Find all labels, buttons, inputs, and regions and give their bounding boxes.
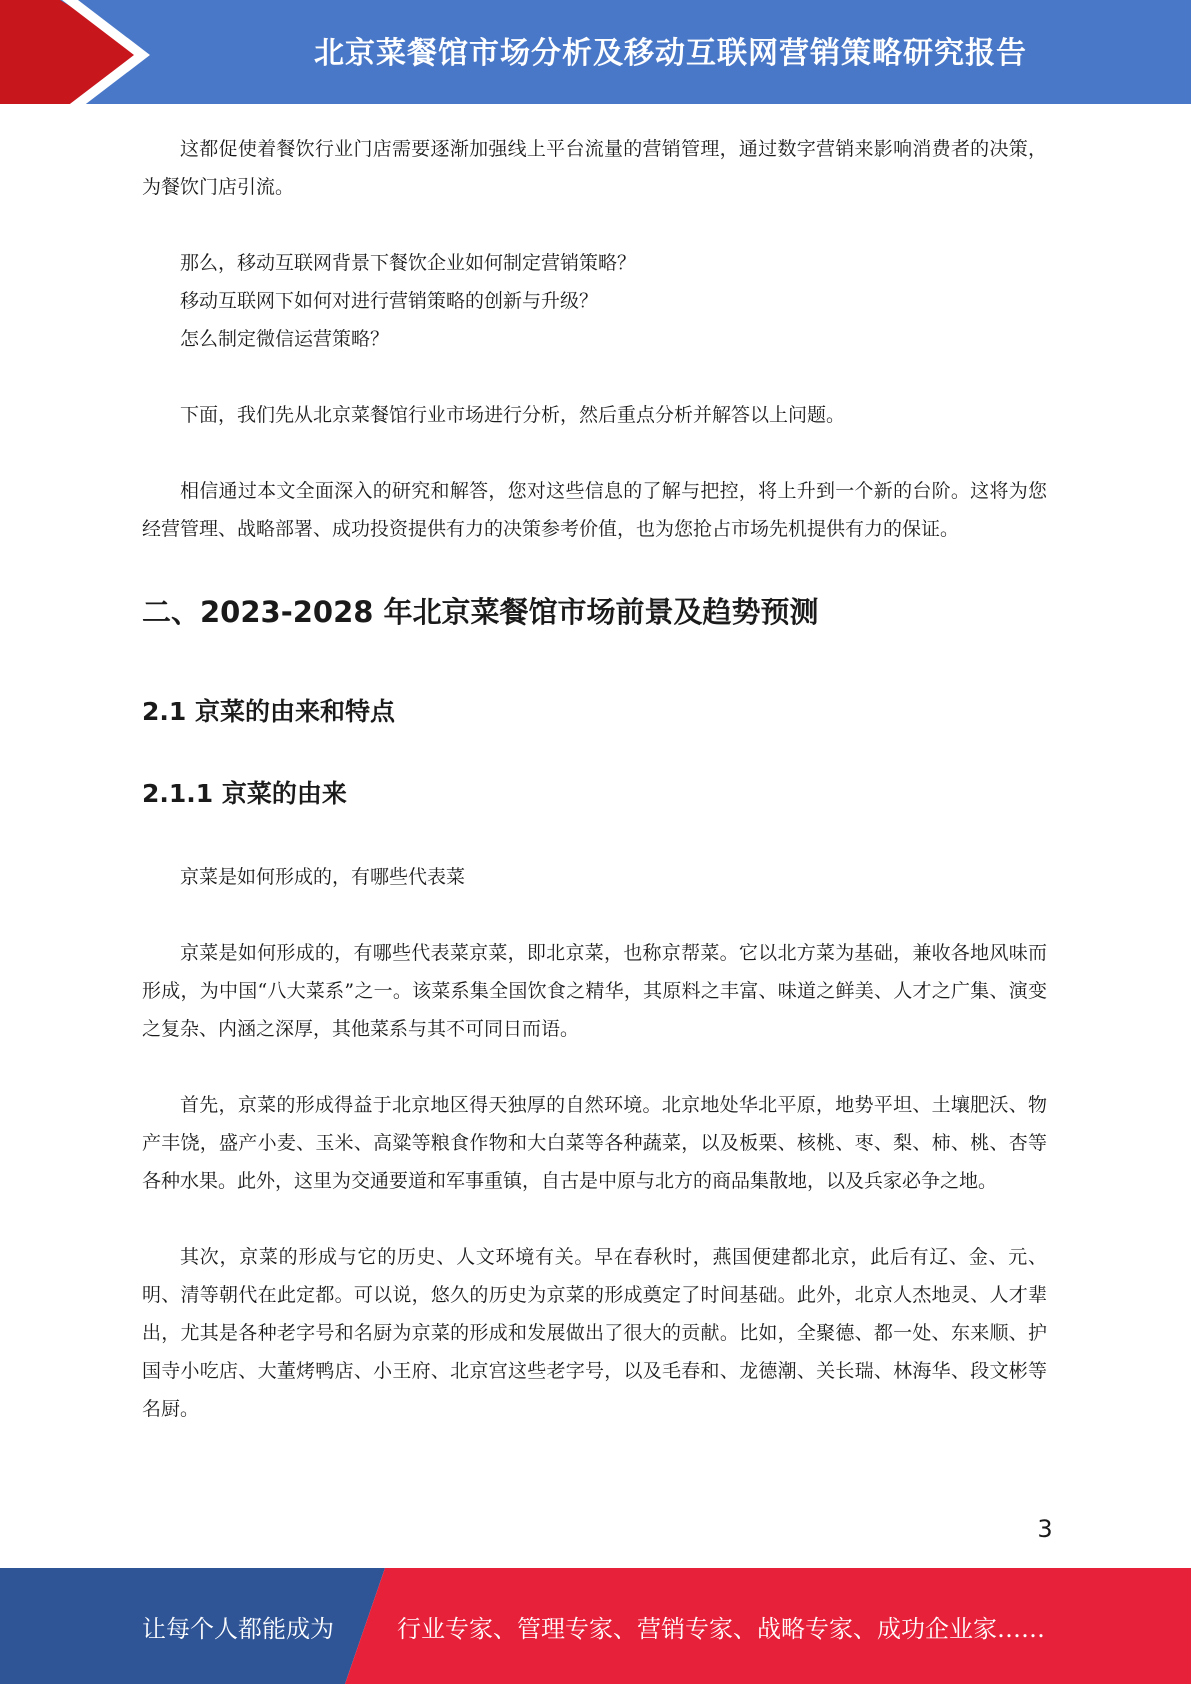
section-heading: 二、2023-2028 年北京菜餐馆市场前景及趋势预测: [142, 595, 819, 629]
subsection-heading: 2.1 京菜的由来和特点: [142, 697, 395, 726]
footer-slogan-left: 让每个人都能成为: [142, 1614, 334, 1643]
page-header: [0, 0, 1191, 110]
paragraph: 相信通过本文全面深入的研究和解答，您对这些信息的了解与把控，将上升到一个新的台阶。这将为您经营管理、战略部署、成功投资提供有力的决策参考价值，也为您抢占市场先机提供有力的保证。: [142, 480, 1047, 540]
footer-slogan-right: 行业专家、管理专家、营销专家、战略专家、成功企业家……: [397, 1614, 1045, 1643]
page-number: 3: [1037, 1515, 1053, 1543]
paragraph: 首先，京菜的形成得益于北京地区得天独厚的自然环境。北京地处华北平原，地势平坦、土壤肥沃、物产丰饶，盛产小麦、玉米、高粱等粮食作物和大白菜等各种蔬菜，以及板栗、核桃、枣、梨、柿、桃、杏等各种水果。此外，这里为交通要道和军事重镇，自古是中原与北方的商品集散地，以及兵家必争之地。: [142, 1094, 1047, 1192]
paragraph: 其次，京菜的形成与它的历史、人文环境有关。早在春秋时，燕国便建都北京，此后有辽、金、元、明、清等朝代在此定都。可以说，悠久的历史为京菜的形成奠定了时间基础。此外，北京人杰地灵、人才辈出，尤其是各种老字号和名厨为京菜的形成和发展做出了很大的贡献。比如，全聚德、都一处、东来顺、护国寺小吃店、大董烤鸭店、小王府、北京宫这些老字号，以及毛春和、龙德潮、关长瑞、林海华、段文彬等名厨。: [142, 1246, 1047, 1420]
paragraph: 京菜是如何形成的，有哪些代表菜: [180, 866, 466, 888]
page-content: [142, 130, 1047, 1428]
question-2: 移动互联网下如何对进行营销策略的创新与升级？: [180, 290, 599, 312]
question-1: 那么，移动互联网背景下餐饮企业如何制定营销策略？: [180, 252, 637, 274]
subsubsection-heading: 2.1.1 京菜的由来: [142, 779, 347, 808]
question-3: 怎么制定微信运营策略？: [180, 328, 390, 350]
paragraph: 这都促使着餐饮行业门店需要逐渐加强线上平台流量的营销管理，通过数字营销来影响消费者的决策，为餐饮门店引流。: [142, 138, 1047, 198]
paragraph: 京菜是如何形成的，有哪些代表菜京菜，即北京菜，也称京帮菜。它以北方菜为基础，兼收各地风味而形成，为中国“八大菜系”之一。该菜系集全国饮食之精华，其原料之丰富、味道之鲜美、人才之广集、演变之复杂、内涵之深厚，其他菜系与其不可同日而语。: [142, 942, 1047, 1040]
paragraph: 下面，我们先从北京菜餐馆行业市场进行分析，然后重点分析并解答以上问题。: [180, 404, 846, 426]
page-footer: [0, 1568, 1191, 1684]
document-title: 北京菜餐馆市场分析及移动互联网营销策略研究报告: [314, 36, 1027, 71]
